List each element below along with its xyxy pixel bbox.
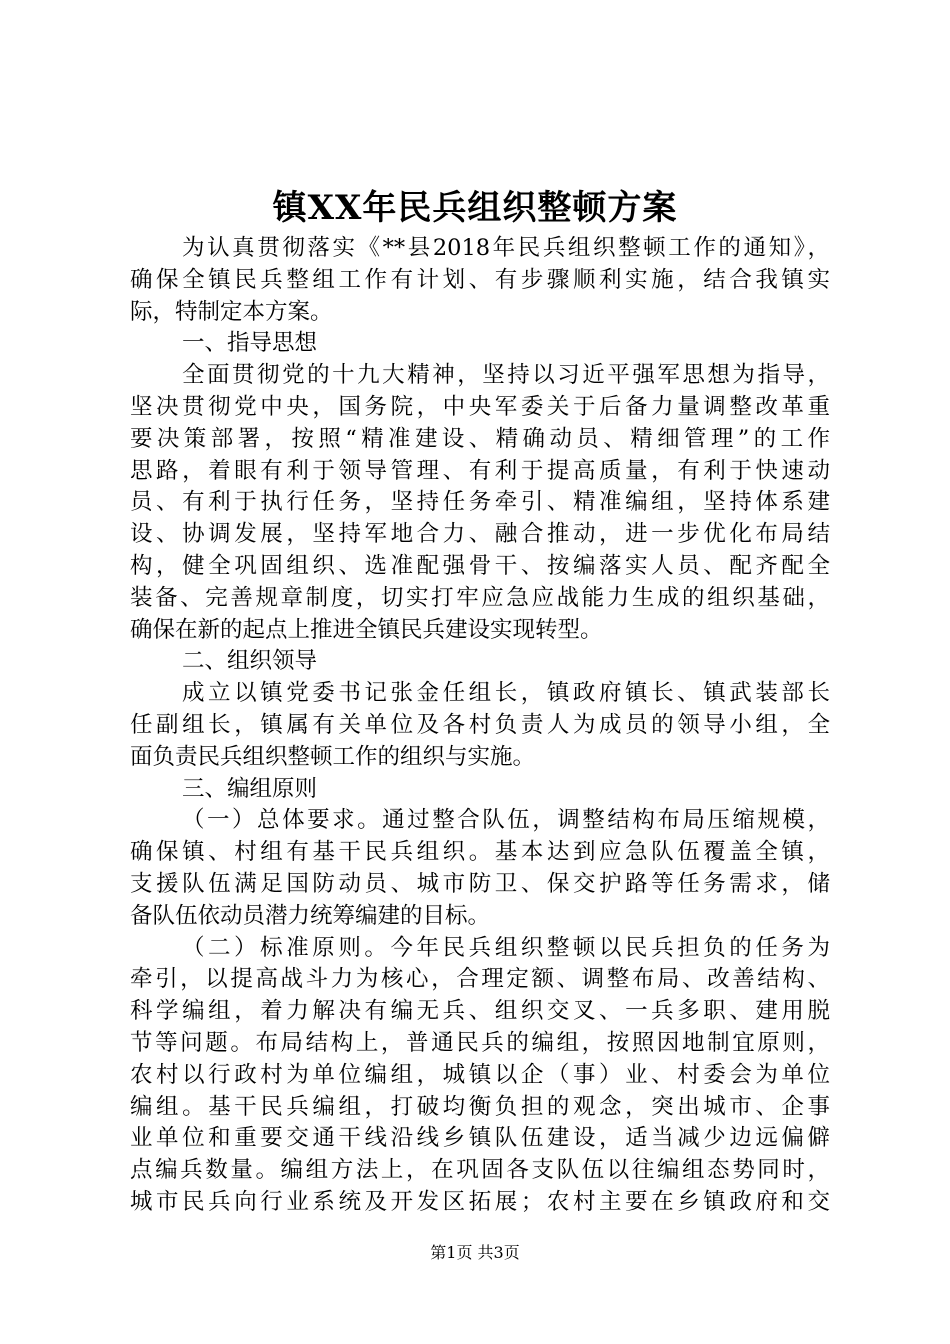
text-line: 农村以行政村为单位编组，城镇以企（事）业、村委会为单位 [130, 1061, 830, 1088]
text-line: 际，特制定本方案。 [130, 298, 333, 325]
section-heading: 二、组织领导 [182, 648, 318, 675]
text-line: 员、有利于执行任务，坚持任务牵引、精准编组，坚持体系建 [130, 489, 830, 516]
text-line: 确保全镇民兵整组工作有计划、有步骤顺利实施，结合我镇实 [130, 266, 830, 293]
text-line: 思路，着眼有利于领导管理、有利于提高质量，有利于快速动 [130, 457, 830, 484]
document-title: 镇XX年民兵组织整顿方案 [272, 188, 678, 228]
section-heading: 一、指导思想 [182, 330, 318, 357]
text-line: 装备、完善规章制度，切实打牢应急应战能力生成的组织基础， [130, 584, 830, 611]
page-footer: 第1页 共3页 [430, 1243, 520, 1262]
text-line: 点编兵数量。编组方法上，在巩固各支队伍以往编组态势同时， [130, 1157, 830, 1184]
text-line: 成立以镇党委书记张金任组长，镇政府镇长、镇武装部长 [182, 680, 830, 707]
text-line: 要决策部署，按照“精准建设、精确动员、精细管理”的工作 [130, 425, 830, 452]
text-line: 全面贯彻党的十九大精神，坚持以习近平强军思想为指导， [182, 362, 830, 389]
text-line: 节等问题。布局结构上，普通民兵的编组，按照因地制宜原则， [130, 1029, 830, 1056]
text-line: 面负责民兵组织整顿工作的组织与实施。 [130, 743, 536, 770]
section-heading: 三、编组原则 [182, 775, 318, 802]
text-line: 为认真贯彻落实《**县2018年民兵组织整顿工作的通知》， [182, 235, 830, 261]
text-line: 城市民兵向行业系统及开发区拓展；农村主要在乡镇政府和交 [130, 1188, 830, 1215]
text-line: 支援队伍满足国防动员、城市防卫、保交护路等任务需求，储 [130, 870, 830, 897]
text-line: 科学编组，着力解决有编无兵、组织交叉、一兵多职、建用脱 [130, 998, 830, 1025]
text-line: （一）总体要求。通过整合队伍，调整结构布局压缩规模， [182, 807, 830, 834]
text-line: 确保在新的起点上推进全镇民兵建设实现转型。 [130, 616, 603, 643]
text-line: （二）标准原则。今年民兵组织整顿以民兵担负的任务为 [182, 934, 830, 961]
text-line: 设、协调发展，坚持军地合力、融合推动，进一步优化布局结 [130, 521, 830, 548]
text-line: 备队伍依动员潜力统筹编建的目标。 [130, 902, 491, 929]
text-line: 坚决贯彻党中央，国务院，中央军委关于后备力量调整改革重 [130, 393, 830, 420]
text-line: 牵引，以提高战斗力为核心，合理定额、调整布局、改善结构、 [130, 966, 830, 993]
text-line: 确保镇、村组有基干民兵组织。基本达到应急队伍覆盖全镇， [130, 839, 830, 866]
text-line: 任副组长，镇属有关单位及各村负责人为成员的领导小组，全 [130, 711, 830, 738]
text-line: 业单位和重要交通干线沿线乡镇队伍建设，适当减少边远偏僻 [130, 1125, 830, 1152]
document-body [130, 233, 830, 1219]
text-line: 构，健全巩固组织、选准配强骨干、按编落实人员、配齐配全 [130, 552, 830, 579]
text-line: 编组。基干民兵编组，打破均衡负担的观念，突出城市、企事 [130, 1093, 830, 1120]
